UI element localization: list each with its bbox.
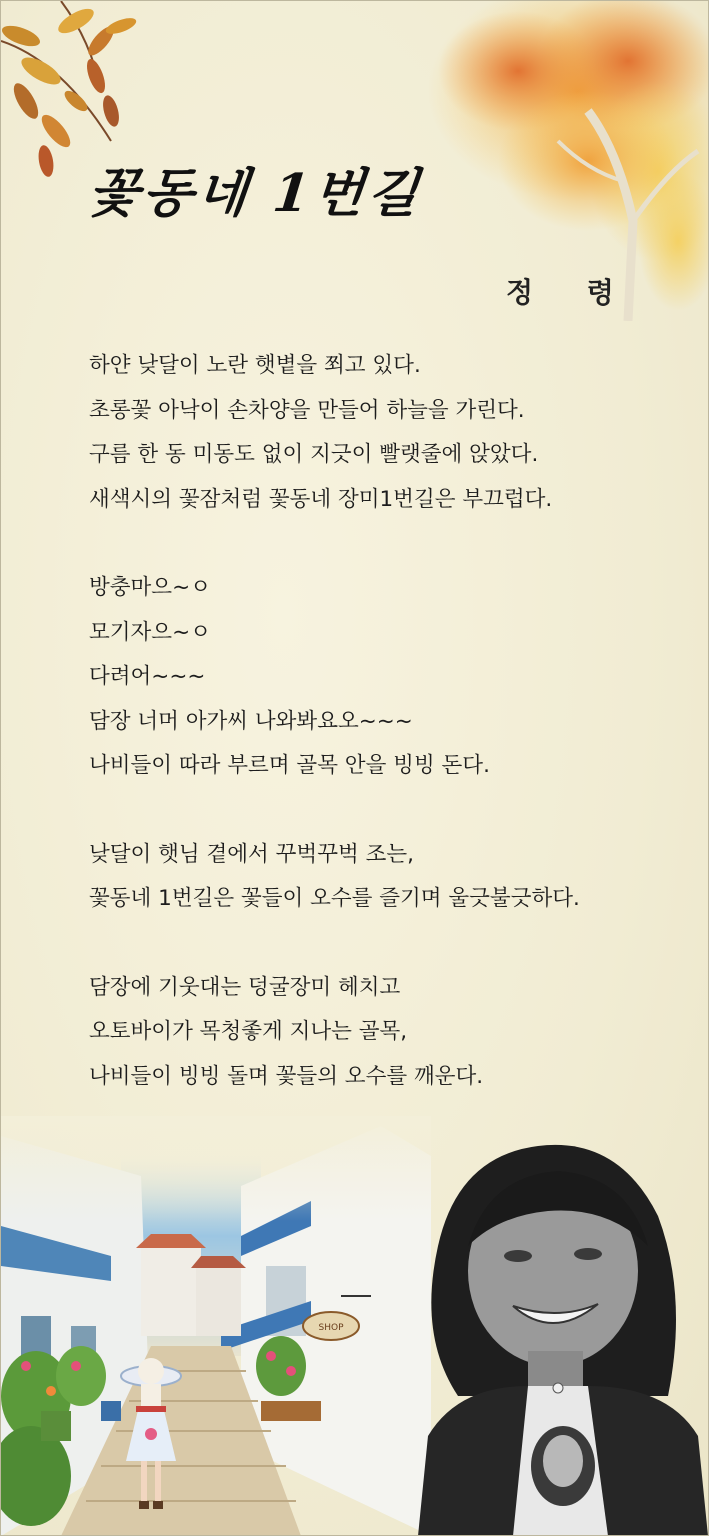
poem-line: 꽃동네 1번길은 꽃들이 오수를 즐기며 울긋불긋하다. xyxy=(89,886,580,911)
poem-line: 담장 너머 아가씨 나와봐요오~~~ xyxy=(89,708,413,734)
poem-line: 나비들이 따라 부르며 골목 안을 빙빙 돈다. xyxy=(89,753,490,778)
stanza-2 xyxy=(89,566,679,789)
poem-line: 낮달이 햇님 곁에서 꾸벅꾸벅 조는, xyxy=(89,841,414,867)
stanza-4 xyxy=(89,966,679,1100)
poem-line: 새색시의 꽃잠처럼 꽃동네 장미1번길은 부끄럽다. xyxy=(89,486,553,512)
poem-line: 나비들이 빙빙 돌며 꽃들의 오수를 깨운다. xyxy=(89,1063,484,1089)
flower-alley-illustration xyxy=(1,1116,431,1536)
poem-title: 꽃동네 1번길 xyxy=(85,163,426,224)
author-portrait-photo xyxy=(418,1136,708,1536)
poem-line: 초롱꽃 아낙이 손차양을 만들어 하늘을 가린다. xyxy=(89,397,525,423)
poem-line: 방충마으~ㅇ xyxy=(89,575,211,600)
poem-line: 모기자으~ㅇ xyxy=(89,619,211,645)
poem-line: 하얀 낮달이 노란 햇볕을 쬐고 있다. xyxy=(89,353,421,378)
poem-body xyxy=(89,344,679,1143)
poem-line: 담장에 기웃대는 덩굴장미 헤치고 xyxy=(89,974,401,1000)
stanza-3 xyxy=(89,833,679,922)
poem-author: 정 령 xyxy=(506,276,636,309)
stanza-1 xyxy=(89,344,679,522)
poem-line: 오토바이가 목청좋게 지나는 골목, xyxy=(89,1019,408,1044)
poem-line: 다려어~~~ xyxy=(89,664,206,689)
poem-line: 구름 한 동 미동도 없이 지긋이 빨랫줄에 앉았다. xyxy=(89,442,539,467)
